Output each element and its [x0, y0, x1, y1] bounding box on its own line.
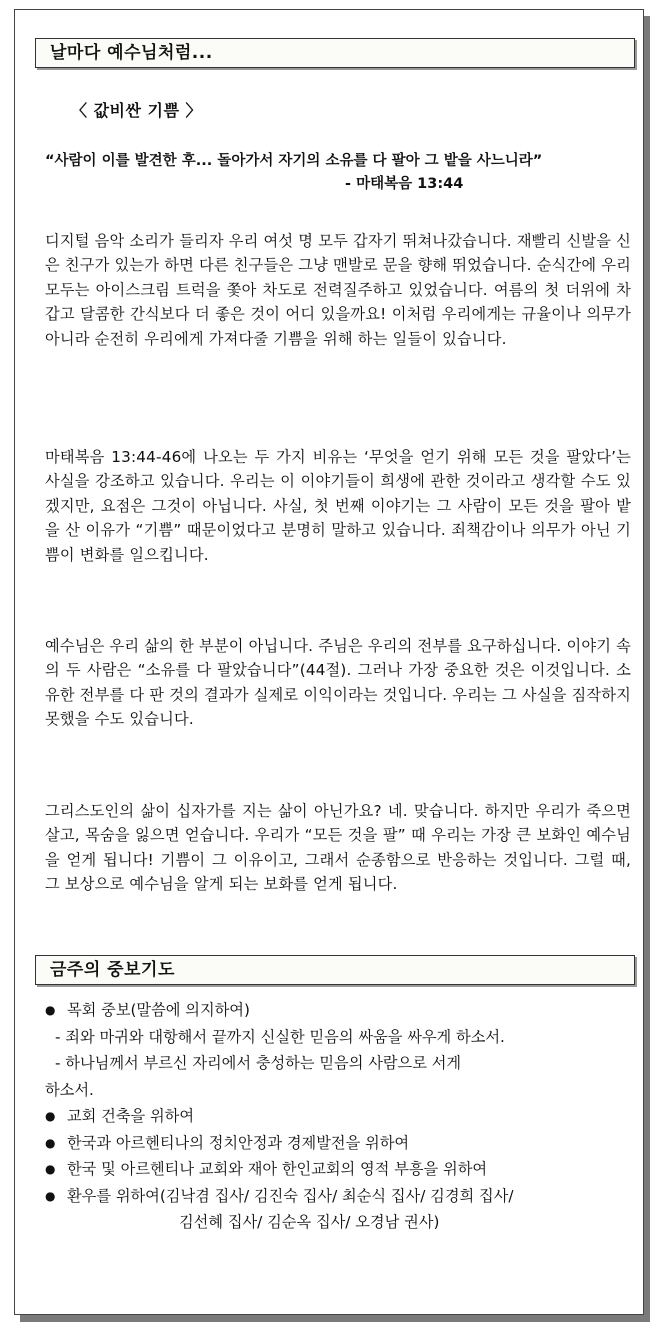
prayer-list	[45, 997, 641, 1236]
bullet-icon: ●	[45, 1135, 56, 1150]
prayer-item-continuation: 김선혜 집사/ 김순옥 집사/ 오경남 권사)	[179, 1213, 440, 1231]
prayer-subitem: - 하나님께서 부르신 자리에서 충성하는 믿음의 사람으로 서게	[55, 1054, 462, 1072]
bullet-icon: ●	[45, 1003, 56, 1017]
prayer-item: ● 교회 건축을 위하여	[45, 1103, 641, 1130]
bulletin-page	[14, 9, 644, 1315]
paragraph-1: 디지털 음악 소리가 들리자 우리 여섯 명 모두 갑자기 뛰쳐나갔습니다. 재빨리 신발을 신은 친구가 있는가 하면 다른 친구들은 그냥 맨발로 문을 향해 뛰었습니다. 순식간에 우리 모두는 아이스크림 트럭을 쫓아 차도로 전력질주하고 있었습니다. 여름의 첫 더위에 차갑고 달콤한 간식보다 더 좋은 것이 어디 있을까요! 이처럼 우리에게는 규율이나 의무가 아니라 순전히 우리에게 가져다줄 기쁨을 위해 하는 일들이 있습니다.	[45, 232, 631, 348]
prayer-subitem-continuation: 하소서.	[45, 1080, 94, 1099]
bullet-icon: ●	[45, 1162, 56, 1176]
section-title-prayer: 금주의 중보기도	[35, 955, 635, 985]
prayer-item: ● 한국 및 아르헨티나 교회와 재아 한인교회의 영적 부흥을 위하여	[45, 1156, 641, 1183]
scripture-verse	[45, 150, 631, 196]
paragraph-3: 예수님은 우리 삶의 한 부분이 아닙니다. 주님은 우리의 전부를 요구하십니다. 이야기 속의 두 사람은 “소유를 다 팔았습니다”(44절). 그러나 가장 중요한 것은 이것입니다. 소유한 전부를 다 판 것의 결과가 실제로 이익이라는 것입니다. 우리는 그 사실을 짐작하지 못했을 수도 있습니다.	[45, 637, 631, 729]
paragraph-2: 마태복음 13:44-46에 나오는 두 가지 비유는 ‘무엇을 얻기 위해 모든 것을 팔았다’는 사실을 강조하고 있습니다. 우리는 이 이야기들이 희생에 관한 것이라고 생각할 수도 있겠지만, 요점은 그것이 아닙니다. 사실, 첫 번째 이야기는 그 사람이 모든 것을 팔아 밭을 산 이유가 “기쁨” 때문이었다고 분명히 말하고 있습니다. 죄책감이나 의무가 아닌 기쁨이 변화를 일으킵니다.	[45, 448, 631, 564]
prayer-item: ● 한국과 아르헨티나의 정치안정과 경제발전을 위하여	[45, 1130, 641, 1157]
section-title-devotional: 날마다 예수님처럼...	[35, 38, 635, 68]
prayer-item: ● 목회 중보(말씀에 의지하여)	[45, 997, 641, 1024]
paragraph-4: 그리스도인의 삶이 십자가를 지는 삶이 아닌가요? 네. 맞습니다. 하지만 우리가 죽으면 살고, 목숨을 잃으면 얻습니다. 우리가 “모든 것을 팔” 때 우리는 가장 큰 보화인 예수님을 얻게 됩니다! 기쁨이 그 이유이고, 그래서 순종함으로 반응하는 것입니다. 그럴 때, 그 보상으로 예수님을 알게 되는 보화를 얻게 됩니다.	[45, 802, 631, 894]
prayer-item: ● 환우를 위하여(김낙겸 집사/ 김진숙 집사/ 최순식 집사/ 김경희 집사/	[45, 1183, 641, 1210]
verse-reference: - 마태복음 13:44	[345, 176, 464, 192]
bullet-icon: ●	[45, 1109, 56, 1123]
devotional-subtitle: 〈 값비싼 기쁨 〉	[71, 101, 202, 120]
prayer-subitem: - 죄와 마귀와 대항해서 끝까지 신실한 믿음의 싸움을 싸우게 하소서.	[55, 1027, 505, 1046]
bullet-icon: ●	[45, 1188, 56, 1203]
verse-text: “사람이 이를 발견한 후... 돌아가서 자기의 소유를 다 팔아 그 밭을 사느니라”	[45, 153, 543, 169]
